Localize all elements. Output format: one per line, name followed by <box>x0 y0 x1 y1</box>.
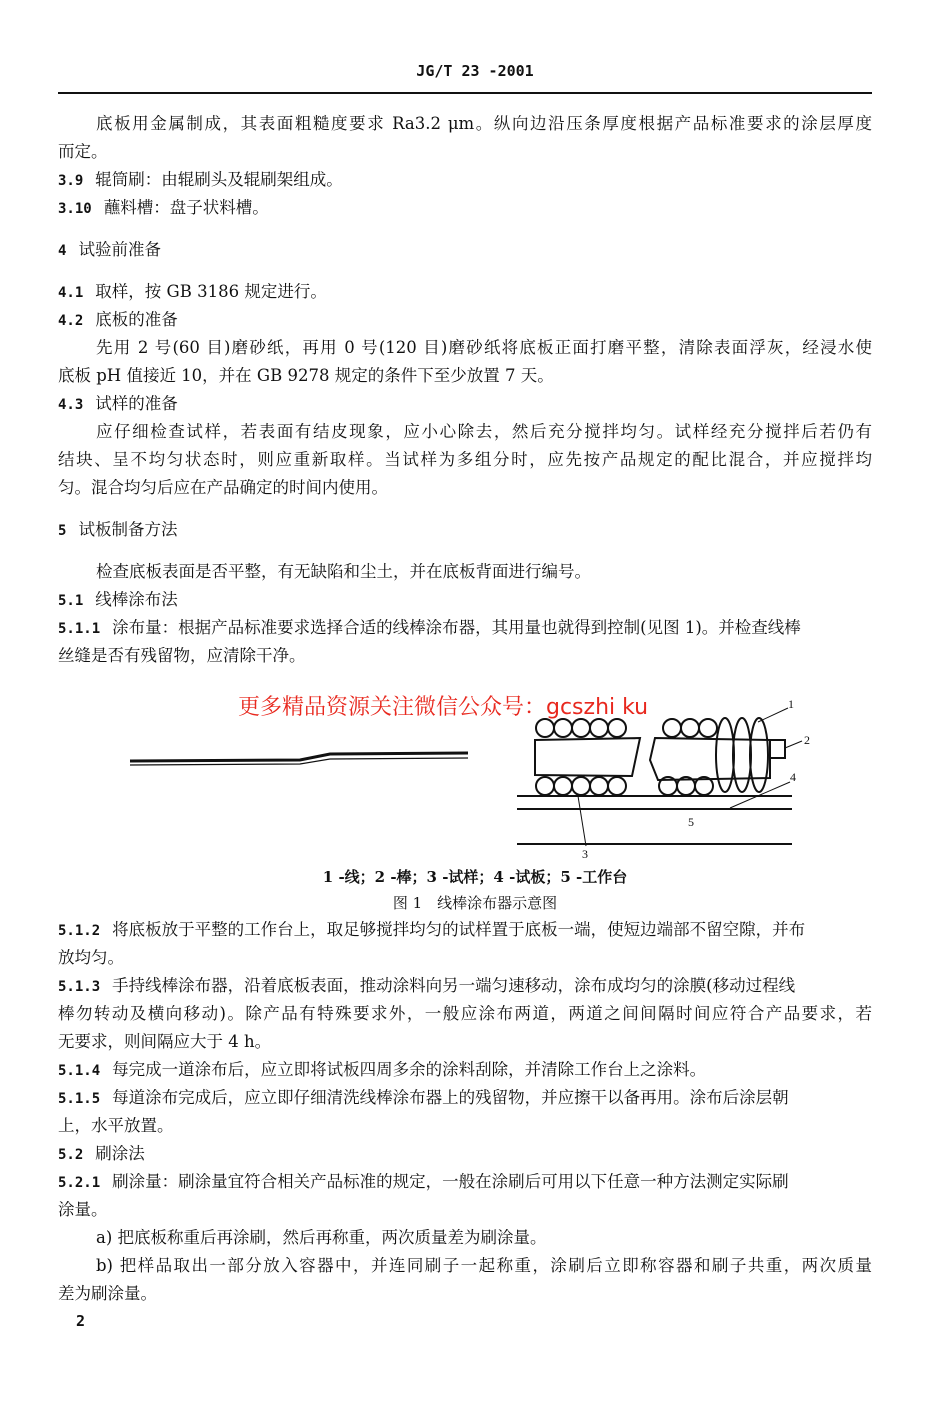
page-number: 2 <box>76 1312 86 1330</box>
list-item-a: a) 把底板称重后再涂刷，然后再称重，两次质量差为刷涂量。 <box>96 1228 547 1247</box>
leader-3 <box>578 796 586 846</box>
paragraph-line: 底板用金属制成，其表面粗糙度要求 Ra3.2 μm。纵向边沿压条厚度根据产品标准要求的涂层厚度 <box>96 114 872 133</box>
list-item-b: b) 把样品取出一部分放入容器中，并连同刷子一起称重，涂刷后立即称容器和刷子共重，两次质量 <box>96 1256 872 1275</box>
paragraph-line: 丝缝是否有残留物，应清除干净。 <box>58 646 306 665</box>
rod-left-segment <box>535 738 640 776</box>
clause-5-2 <box>58 1144 872 1165</box>
paragraph-line: 而定。 <box>58 142 108 161</box>
end-coil-3 <box>750 718 768 792</box>
section-number: 4 <box>58 243 67 259</box>
clause-text: 每道涂布完成后，应立即仔细清洗线棒涂布器上的残留物，并应擦干以备再用。涂布后涂层朝 <box>112 1088 789 1107</box>
clause-number: 4.1 <box>58 285 84 301</box>
clause-5-1-5 <box>58 1088 872 1109</box>
clause-5-1-4 <box>58 1060 872 1081</box>
section-title: 试验前准备 <box>78 240 161 259</box>
paragraph-line: 底板 pH 值接近 10，并在 GB 9278 规定的条件下至少放置 7 天。 <box>58 366 554 385</box>
rod-end <box>770 740 785 758</box>
running-header: JG/T 23 -2001 <box>416 62 534 80</box>
end-coil-1 <box>716 718 734 792</box>
clause-text: 蘸料槽：盘子状料槽。 <box>103 198 269 217</box>
paragraph-line: 上，水平放置。 <box>58 1116 174 1135</box>
label-1: 1 <box>788 697 794 711</box>
section-title: 试板制备方法 <box>78 520 178 539</box>
label-4: 4 <box>790 770 796 784</box>
clause-text: 将底板放于平整的工作台上，取足够搅拌均匀的试样置于底板一端，使短边端部不留空隙，并布 <box>112 920 806 939</box>
clause-number: 3.10 <box>58 201 92 217</box>
clause-text: 试样的准备 <box>95 394 178 413</box>
section-number: 5 <box>58 523 67 539</box>
paragraph-line: 涂量。 <box>58 1200 108 1219</box>
clause-number: 3.9 <box>58 173 84 189</box>
clause-number: 4.3 <box>58 397 84 413</box>
clause-text: 底板的准备 <box>95 310 178 329</box>
paragraph-line: 先用 2 号(60 目)磨砂纸，再用 0 号(120 目)磨砂纸将底板正面打磨平整，清除表面浮灰，经浸水使 <box>96 338 872 357</box>
leader-1 <box>758 708 788 722</box>
paragraph-line: 棒勿转动及横向移动)。除产品有特殊要求外，一般应涂布两道，两道之间间隔时间应符合产品要求，若 <box>58 1004 872 1023</box>
clause-5-1-3 <box>58 976 872 997</box>
paragraph-line: 放均匀。 <box>58 948 124 967</box>
paragraph-line: 匀。混合均匀后应在产品确定的时间内使用。 <box>58 478 388 497</box>
top-wire-coils <box>536 719 717 737</box>
paragraph-line: 无要求，则间隔应大于 4 h。 <box>58 1032 272 1051</box>
clause-number: 5.1.2 <box>58 923 101 939</box>
figure-caption: 图 1 线棒涂布器示意图 <box>392 894 558 912</box>
clause-number: 5.1.5 <box>58 1091 101 1107</box>
clause-number: 5.1.3 <box>58 979 101 995</box>
clause-5-2-1 <box>58 1172 872 1193</box>
paragraph-line: 应仔细检查试样，若表面有结皮现象，应小心除去，然后充分搅拌均匀。试样经充分搅拌后若仍有 <box>96 422 872 441</box>
paragraph-line: 检查底板表面是否平整，有无缺陷和尘土，并在底板背面进行编号。 <box>96 562 591 581</box>
end-coil-2 <box>733 718 751 792</box>
clause-text: 刷涂量：刷涂量宜符合相关产品标准的规定，一般在涂刷后可用以下任意一种方法测定实际刷 <box>112 1172 789 1191</box>
leader-2 <box>785 741 802 748</box>
clause-text: 刷涂法 <box>95 1144 145 1163</box>
clause-number: 5.1.1 <box>58 621 101 637</box>
clause-text: 线棒涂布法 <box>95 590 178 609</box>
clause-number: 5.2 <box>58 1147 84 1163</box>
clause-number: 5.1.4 <box>58 1063 101 1079</box>
clause-text: 每完成一道涂布后，应立即将试板四周多余的涂料刮除，并清除工作台上之涂料。 <box>112 1060 707 1079</box>
label-3: 3 <box>582 847 588 861</box>
clause-number: 5.1 <box>58 593 84 609</box>
clause-number: 4.2 <box>58 313 84 329</box>
clause-5-1-2 <box>58 920 872 941</box>
paragraph-line: 结块、呈不均匀状态时，则应重新取样。当试样为多组分时，应先按产品规定的配比混合，并应搅拌均 <box>58 450 872 469</box>
paragraph-line: 差为刷涂量。 <box>58 1284 157 1303</box>
clause-text: 涂布量：根据产品标准要求选择合适的线棒涂布器，其用量也就得到控制(见图 1)。并检查线棒 <box>112 618 801 637</box>
clause-text: 辊筒刷：由辊刷头及辊刷架组成。 <box>95 170 343 189</box>
watermark: 更多精品资源关注微信公众号：gcszhi ku <box>238 695 649 720</box>
wire-bar-side-line <box>130 753 468 761</box>
clause-text: 取样，按 GB 3186 规定进行。 <box>95 282 327 301</box>
clause-text: 手持线棒涂布器，沿着底板表面，推动涂料向另一端匀速移动，涂布成均匀的涂膜(移动过程线 <box>112 976 796 995</box>
label-5: 5 <box>688 815 694 829</box>
label-2: 2 <box>804 733 810 747</box>
figure-legend: 1 -线；2 -棒；3 -试样；4 -试板；5 -工作台 <box>322 868 628 886</box>
clause-number: 5.2.1 <box>58 1175 101 1191</box>
